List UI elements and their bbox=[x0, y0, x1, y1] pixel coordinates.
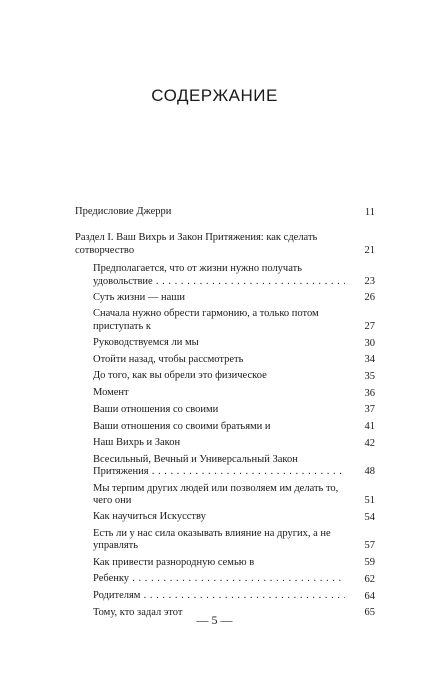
page-title: СОДЕРЖАНИЕ bbox=[151, 86, 278, 105]
toc-entry-title bbox=[93, 590, 345, 603]
toc-entry-label: Раздел I. Ваш Вихрь и Закон Притяжения: как сделать сотворчество . . . bbox=[75, 232, 345, 257]
toc-entry-title bbox=[93, 483, 345, 508]
toc-entry-page: 42 bbox=[364, 437, 375, 449]
toc-entry bbox=[75, 232, 375, 257]
toc-entry-title bbox=[93, 263, 345, 288]
toc-entry-title bbox=[93, 528, 345, 553]
toc-entry-page: 35 bbox=[364, 370, 375, 382]
toc-entry-label: Отойти назад, чтобы рассмотреть . . . bbox=[93, 354, 345, 367]
toc-entry-page: 62 bbox=[364, 573, 375, 585]
table-of-contents bbox=[75, 206, 375, 623]
toc-entry bbox=[75, 437, 375, 450]
toc-entry-label: Предполагается, что от жизни нужно получать удовольствие . . . bbox=[93, 263, 345, 288]
toc-entry bbox=[75, 337, 375, 350]
toc-entry-title bbox=[93, 437, 345, 450]
toc-entry-label: Ваши отношения со своими братьями и . . . bbox=[93, 421, 345, 434]
toc-entry-title bbox=[93, 557, 345, 570]
toc-entry-label: Предисловие Джерри . . . bbox=[75, 206, 345, 219]
toc-entry bbox=[75, 370, 375, 383]
toc-entry-page: 34 bbox=[364, 354, 375, 366]
toc-entry-page: 11 bbox=[364, 206, 375, 218]
page-number-footer: — 5 — bbox=[196, 613, 233, 627]
toc-entry-page: 36 bbox=[364, 387, 375, 399]
toc-entry-title bbox=[93, 511, 345, 524]
toc-entry bbox=[75, 483, 375, 508]
toc-entry-title bbox=[93, 387, 345, 400]
toc-entry-label: Как научиться Искусству . . . bbox=[93, 511, 345, 524]
toc-entry-title bbox=[75, 232, 345, 257]
toc-entry bbox=[75, 292, 375, 305]
toc-entry bbox=[75, 590, 375, 603]
toc-entry-page: 64 bbox=[364, 590, 375, 602]
toc-entry-page: 23 bbox=[364, 275, 375, 287]
toc-entry-label: Момент . . . bbox=[93, 387, 345, 400]
toc-entry-label: Наш Вихрь и Закон . . . bbox=[93, 437, 345, 450]
toc-entry-page: 21 bbox=[364, 244, 375, 256]
toc-entry-label: Руководствуемся ли мы . . . bbox=[93, 337, 345, 350]
toc-entry bbox=[75, 263, 375, 288]
toc-entry-title bbox=[93, 370, 345, 383]
toc-entry-page: 30 bbox=[364, 337, 375, 349]
toc-entry-page: 65 bbox=[364, 607, 375, 619]
toc-entry bbox=[75, 528, 375, 553]
toc-entry-label: Сначала нужно обрести гармонию, а только потом приступать к . . . bbox=[93, 308, 345, 333]
toc-entry-page: 59 bbox=[364, 557, 375, 569]
toc-entry-title bbox=[93, 404, 345, 417]
toc-entry bbox=[75, 354, 375, 367]
toc-entry-page: 27 bbox=[364, 320, 375, 332]
toc-entry-page: 51 bbox=[364, 495, 375, 507]
toc-entry-title bbox=[93, 354, 345, 367]
toc-entry bbox=[75, 387, 375, 400]
toc-entry-title bbox=[93, 454, 345, 479]
toc-entry-title bbox=[93, 308, 345, 333]
toc-entry-page: 57 bbox=[364, 540, 375, 552]
toc-entry bbox=[75, 421, 375, 434]
toc-entry-title bbox=[93, 337, 345, 350]
toc-entry-label: Мы терпим других людей или позволяем им делать то, чего они . . . bbox=[93, 483, 345, 508]
toc-entry-label: Есть ли у нас сила оказывать влияние на других, а не управлять . . . bbox=[93, 528, 345, 553]
toc-entry-title bbox=[75, 206, 345, 219]
toc-entry bbox=[75, 308, 375, 333]
toc-entry-label: Родителям . . . bbox=[93, 590, 345, 603]
toc-entry-title bbox=[93, 292, 345, 305]
toc-entry bbox=[75, 454, 375, 479]
toc-entry bbox=[75, 404, 375, 417]
toc-entry-label: Ребенку . . . bbox=[93, 573, 345, 586]
toc-entry-label: Суть жизни — наши . . . bbox=[93, 292, 345, 305]
toc-entry-page: 26 bbox=[364, 292, 375, 304]
toc-entry-label: Тому, кто задал этот . . . bbox=[93, 607, 345, 620]
toc-entry bbox=[75, 573, 375, 586]
toc-entry-title bbox=[93, 421, 345, 434]
toc-entry-page: 54 bbox=[364, 511, 375, 523]
toc-entry bbox=[75, 511, 375, 524]
toc-entry-page: 37 bbox=[364, 404, 375, 416]
toc-entry-page: 48 bbox=[364, 466, 375, 478]
toc-entry-page: 41 bbox=[364, 421, 375, 432]
toc-entry-label: До того, как вы обрели это физическое . . . bbox=[93, 370, 345, 383]
toc-entry bbox=[75, 206, 375, 219]
toc-entry-title bbox=[93, 573, 345, 586]
toc-entry bbox=[75, 557, 375, 570]
toc-entry-label: Ваши отношения со своими . . . bbox=[93, 404, 345, 417]
toc-entry-label: Как привести разнородную семью в . . . bbox=[93, 557, 345, 570]
toc-entry-label: Всесильный, Вечный и Универсальный Закон Притяжения . . . bbox=[93, 454, 345, 479]
